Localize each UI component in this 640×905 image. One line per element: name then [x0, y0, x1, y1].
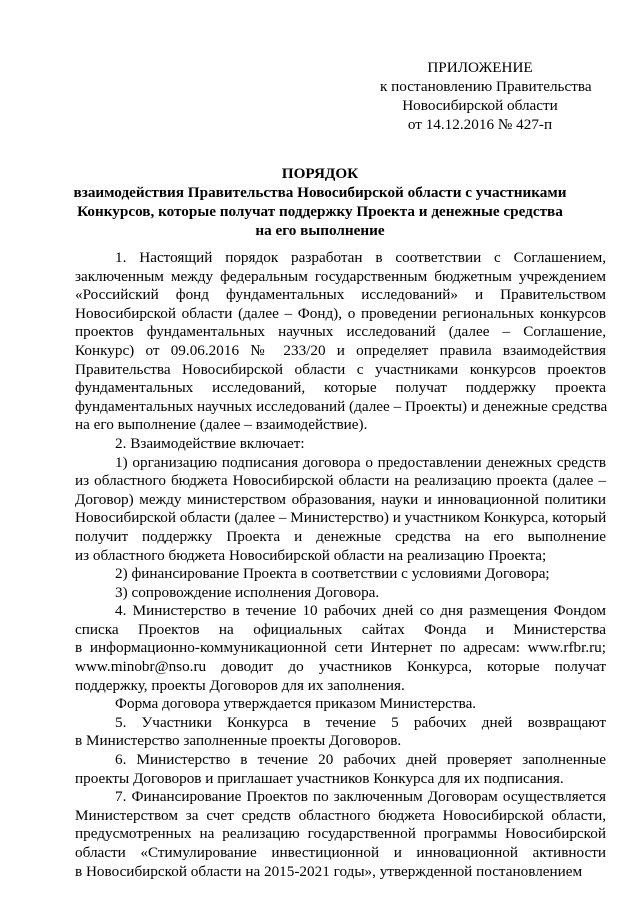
paragraph-line: 1) организацию подписания договора о предоставлении денежных средств [115, 453, 606, 471]
paragraph [75, 435, 606, 454]
document-body [75, 249, 606, 881]
paragraph-line: 2. Взаимодействие включает: [115, 434, 305, 452]
appendix-label: ПРИЛОЖЕНИЕ [427, 59, 533, 76]
paragraph-line: Форма договора утверждается приказом Министерства. [115, 695, 477, 713]
title-heading: ПОРЯДОК [281, 165, 359, 182]
paragraph-line: из областного бюджета Новосибирской области на реализацию Проекта; [75, 546, 547, 564]
document-title [60, 164, 580, 240]
title-line-2: взаимодействия Правительства Новосибирской области с участниками [73, 184, 567, 201]
paragraph-line: Конкурс) от 09.06.2016 № 233/20 и определяет правила взаимодействия [75, 341, 606, 359]
paragraph-line: 6. Министерство в течение 20 рабочих дней проверяет заполненные [115, 751, 606, 769]
paragraph-line: 2) финансирование Проекта в соответствии с условиями Договора; [115, 565, 550, 583]
paragraph-line: 5. Участники Конкурса в течение 5 рабочих дней возвращают [115, 713, 606, 731]
paragraph [75, 602, 606, 695]
paragraph [75, 454, 606, 566]
paragraph-line: на его выполнение (далее – взаимодействие). [75, 416, 368, 434]
appendix-date-number: от 14.12.2016 № 427-п [407, 116, 553, 133]
title-line-4: на его выполнение [255, 222, 385, 239]
paragraph-line: 7. Финансирование Проектов по заключенным Договорам осуществляется [115, 788, 606, 806]
title-line-3: Конкурсов, которые получат поддержку Проекта и денежные средства [77, 203, 563, 220]
paragraph [75, 695, 606, 714]
paragraph-line: области «Стимулирование инвестиционной и инновационной активности [75, 844, 606, 861]
paragraph-line: в Новосибирской области на 2015-2021 годы», утвержденной постановлением [75, 862, 583, 880]
paragraph-line: 3) сопровождение исполнения Договора. [115, 583, 380, 601]
paragraph [75, 751, 606, 788]
appendix-region-line: Новосибирской области [402, 97, 558, 114]
paragraph-line: Правительства Новосибирской области с участниками конкурсов проектов [75, 360, 606, 378]
paragraph-line: фундаментальных исследований, которые получат поддержку проекта [75, 379, 606, 397]
paragraph-line: в информационно-коммуникационной сети Интернет по адресам: www.rfbr.ru; [75, 639, 606, 657]
paragraph-line: фундаментальных научных исследований (далее – Проекты) и денежные средства [75, 397, 608, 415]
paragraph-line: заключенным между федеральным государственным бюджетным учреждением [75, 267, 606, 285]
paragraph-line: из областного бюджета Новосибирской области на реализацию проекта (далее – [75, 472, 606, 490]
paragraph [75, 249, 606, 435]
appendix-resolution-line: к постановлению Правительства [380, 78, 592, 95]
paragraph-line: предусмотренных на реализацию государственной программы Новосибирской [75, 825, 606, 843]
paragraph-line: поддержку, проекты Договоров для их заполнения. [75, 676, 405, 694]
paragraph [75, 788, 606, 881]
paragraph-line: получит поддержку Проекта и денежные средства на его выполнение [75, 527, 606, 545]
paragraph-line: в Министерство заполненные проекты Договоров. [75, 732, 402, 750]
paragraph-line: проекты Договоров и приглашает участников Конкурса для их подписания. [75, 769, 564, 787]
paragraph-line: списка Проектов на официальных сайтах Фонда и Министерства [75, 620, 606, 638]
paragraph-line: Новосибирской области (далее – Фонд), о проведении региональных конкурсов [75, 304, 606, 322]
paragraph-line: 4. Министерство в течение 10 рабочих дней со дня размещения Фондом [115, 602, 606, 620]
paragraph-line: Договор) между министерством образования, науки и инновационной политики [75, 490, 606, 508]
paragraph-line: Новосибирской области (далее – Министерство) и участником Конкурса, который [75, 509, 607, 527]
paragraph [75, 714, 606, 751]
paragraph-line: www.minobr@nso.ru доводит до участников Конкурса, которые получат [75, 658, 606, 676]
appendix-header [380, 58, 592, 134]
paragraph-line: 1. Настоящий порядок разработан в соответствии с Соглашением, [115, 249, 606, 266]
paragraph-line: Министерством за счет средств областного бюджета Новосибирской области, [75, 806, 606, 824]
paragraph [75, 584, 606, 603]
paragraph [75, 565, 606, 584]
paragraph-line: проектов фундаментальных научных исследований (далее – Соглашение, [75, 323, 606, 341]
paragraph-line: «Российский фонд фундаментальных исследований» и Правительством [75, 286, 606, 304]
